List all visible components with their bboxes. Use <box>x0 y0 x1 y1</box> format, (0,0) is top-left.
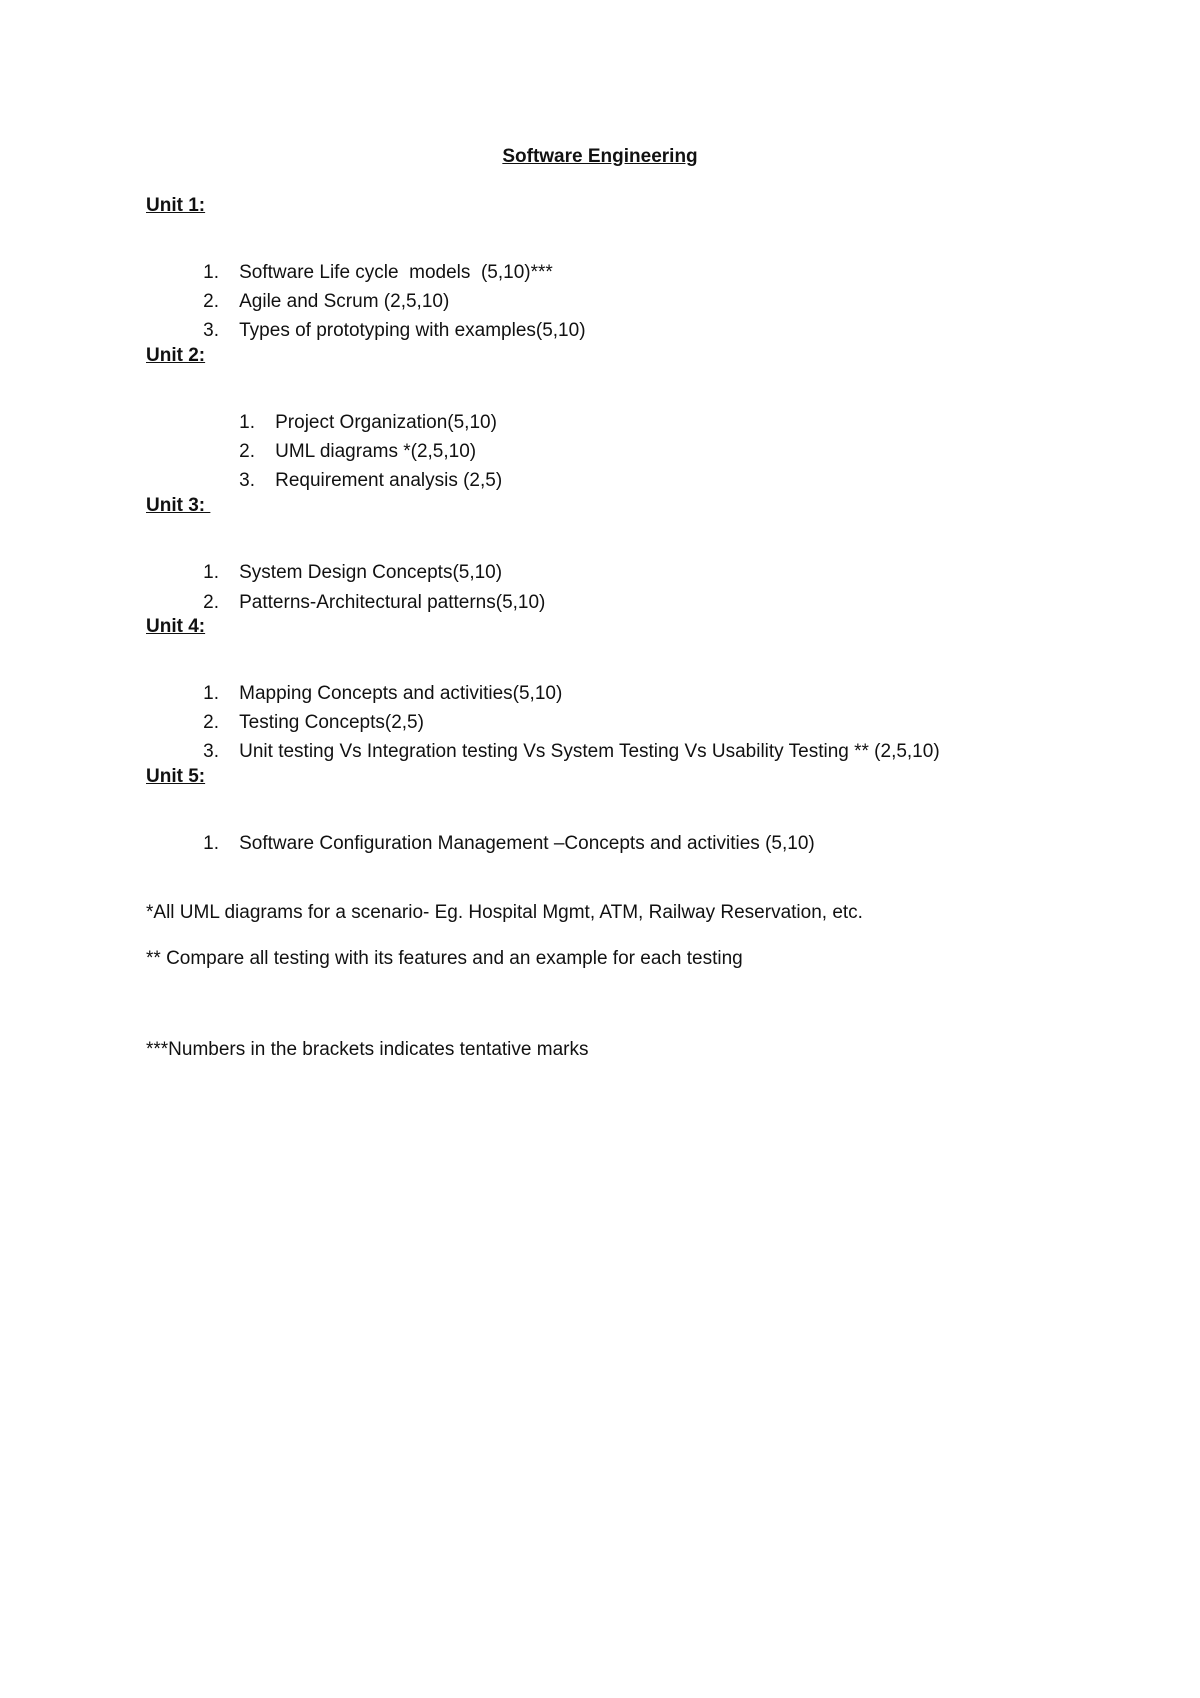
list-item-text: Agile and Scrum (2,5,10) <box>239 291 450 312</box>
list-item-number: 3. <box>203 741 219 762</box>
list-item <box>182 719 940 785</box>
list-item <box>182 811 815 877</box>
list-item-text: Software Configuration Management –Concepts and activities (5,10) <box>239 833 815 854</box>
unit-3-heading: Unit 3: <box>146 495 211 516</box>
list-item-number: 1. <box>203 262 219 283</box>
footnote-uml: *All UML diagrams for a scenario- Eg. Hospital Mgmt, ATM, Railway Reservation, etc. <box>146 902 863 923</box>
list-item <box>182 298 586 364</box>
list-item-text: Project Organization(5,10) <box>275 412 497 433</box>
footnote-marks: ***Numbers in the brackets indicates tentative marks <box>146 1039 589 1060</box>
list-item-text: UML diagrams *(2,5,10) <box>275 441 477 462</box>
list-item <box>182 570 545 636</box>
list-item-text: Types of prototyping with examples(5,10) <box>239 320 586 341</box>
list-item <box>218 448 502 514</box>
list-item-number: 1. <box>239 412 255 433</box>
list-item-text: Requirement analysis (2,5) <box>275 470 503 491</box>
list-item-number: 2. <box>203 712 219 733</box>
list-item-text: Mapping Concepts and activities(5,10) <box>239 683 563 704</box>
footnote-testing: ** Compare all testing with its features and an example for each testing <box>146 948 743 969</box>
list-item-number: 1. <box>203 683 219 704</box>
list-item-number: 2. <box>239 441 255 462</box>
list-item-number: 3. <box>203 320 219 341</box>
unit-4-heading: Unit 4: <box>146 616 206 637</box>
list-item-text: Unit testing Vs Integration testing Vs System Testing Vs Usability Testing ** (2,5,10) <box>239 741 940 762</box>
unit-2-heading: Unit 2: <box>146 345 206 366</box>
list-item-number: 2. <box>203 592 219 613</box>
list-item-number: 1. <box>203 562 219 583</box>
list-item-text: Testing Concepts(2,5) <box>239 712 424 733</box>
list-item-number: 2. <box>203 291 219 312</box>
list-item-number: 1. <box>203 833 219 854</box>
list-item-number: 3. <box>239 470 255 491</box>
unit-1-heading: Unit 1: <box>146 195 206 216</box>
list-item-text: Software Life cycle models (5,10)*** <box>239 262 553 283</box>
unit-5-heading: Unit 5: <box>146 766 206 787</box>
document-title: Software Engineering <box>502 146 698 167</box>
list-item-text: Patterns-Architectural patterns(5,10) <box>239 592 546 613</box>
list-item-text: System Design Concepts(5,10) <box>239 562 503 583</box>
